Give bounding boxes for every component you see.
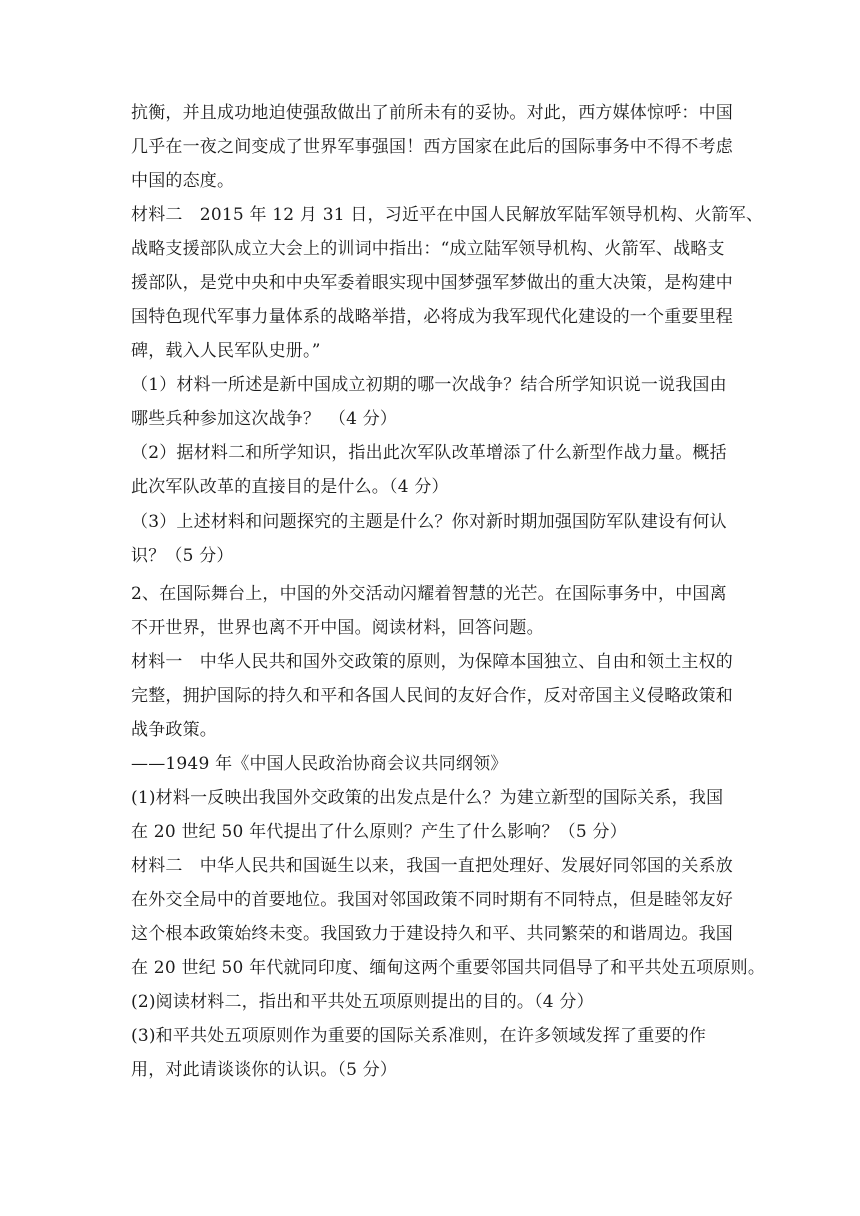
text-line: 这个根本政策始终未变。我国致力于建设持久和平、共同繁荣的和谐周边。我国 <box>131 924 733 944</box>
text-line: 中国的态度。 <box>131 171 235 191</box>
text-line: 完整，拥护国际的持久和平和各国人民间的友好合作，反对帝国主义侵略政策和 <box>131 686 733 706</box>
text-line: 国特色现代军事力量体系的战略举措，必将成为我军现代化建设的一个重要里程 <box>131 307 733 327</box>
question-line: （2）据材料二和所学知识，指出此次军队改革增添了什么新型作战力量。概括 <box>131 443 727 463</box>
question-line: 用，对此请谈谈你的认识。（5 分） <box>131 1060 398 1080</box>
text-line: 援部队，是党中央和中央军委着眼实现中国梦强军梦做出的重大决策，是构建中 <box>131 273 733 293</box>
text-line: 几乎在一夜之间变成了世界军事强国！西方国家在此后的国际事务中不得不考虑 <box>131 137 733 157</box>
text-line: 材料二 中华人民共和国诞生以来，我国一直把处理好、发展好同邻国的关系放 <box>131 856 733 876</box>
question-line: (1)材料一反映出我国外交政策的出发点是什么？为建立新型的国际关系，我国 <box>131 788 724 808</box>
text-line: 碑，载入人民军队史册。” <box>131 341 321 361</box>
question-line: （1）材料一所述是新中国成立初期的哪一次战争？结合所学知识说一说我国由 <box>131 375 727 395</box>
text-line: 在外交全局中的首要地位。我国对邻国政策不同时期有不同特点，但是睦邻友好 <box>131 890 733 910</box>
citation-line: ——1949 年《中国人民政治协商会议共同纲领》 <box>131 754 508 774</box>
question-line: (2)阅读材料二，指出和平共处五项原则提出的目的。（4 分） <box>131 992 594 1012</box>
text-line: 材料一 中华人民共和国外交政策的原则，为保障本国独立、自由和领土主权的 <box>131 652 733 672</box>
question-line: 在 20 世纪 50 年代提出了什么原则？产生了什么影响？（5 分） <box>131 822 627 842</box>
question-line: 识？（5 分） <box>131 546 234 566</box>
text-line: 战争政策。 <box>131 720 217 740</box>
question-line: 哪些兵种参加这次战争？ （4 分） <box>131 409 398 429</box>
text-line: 不开世界，世界也离不开中国。阅读材料，回答问题。 <box>131 618 544 638</box>
text-line: 抗衡，并且成功地迫使强敌做出了前所未有的妥协。对此，西方媒体惊呼：中国 <box>131 103 733 123</box>
question-line: （3）上述材料和问题探究的主题是什么？你对新时期加强国防军队建设有何认 <box>131 512 727 532</box>
text-line: 战略支援部队成立大会上的训词中指出：“成立陆军领导机构、火箭军、战略支 <box>131 239 725 259</box>
text-line: 2、在国际舞台上，中国的外交活动闪耀着智慧的光芒。在国际事务中，中国离 <box>131 584 727 604</box>
question-line: (3)和平共处五项原则作为重要的国际关系准则，在许多领域发挥了重要的作 <box>131 1026 707 1046</box>
text-line: 在 20 世纪 50 年代就同印度、缅甸这两个重要邻国共同倡导了和平共处五项原则。 <box>131 958 766 978</box>
question-line: 此次军队改革的直接目的是什么。（4 分） <box>131 477 449 497</box>
text-line: 材料二 2015 年 12 月 31 日，习近平在中国人民解放军陆军领导机构、火箭军、 <box>131 205 764 225</box>
